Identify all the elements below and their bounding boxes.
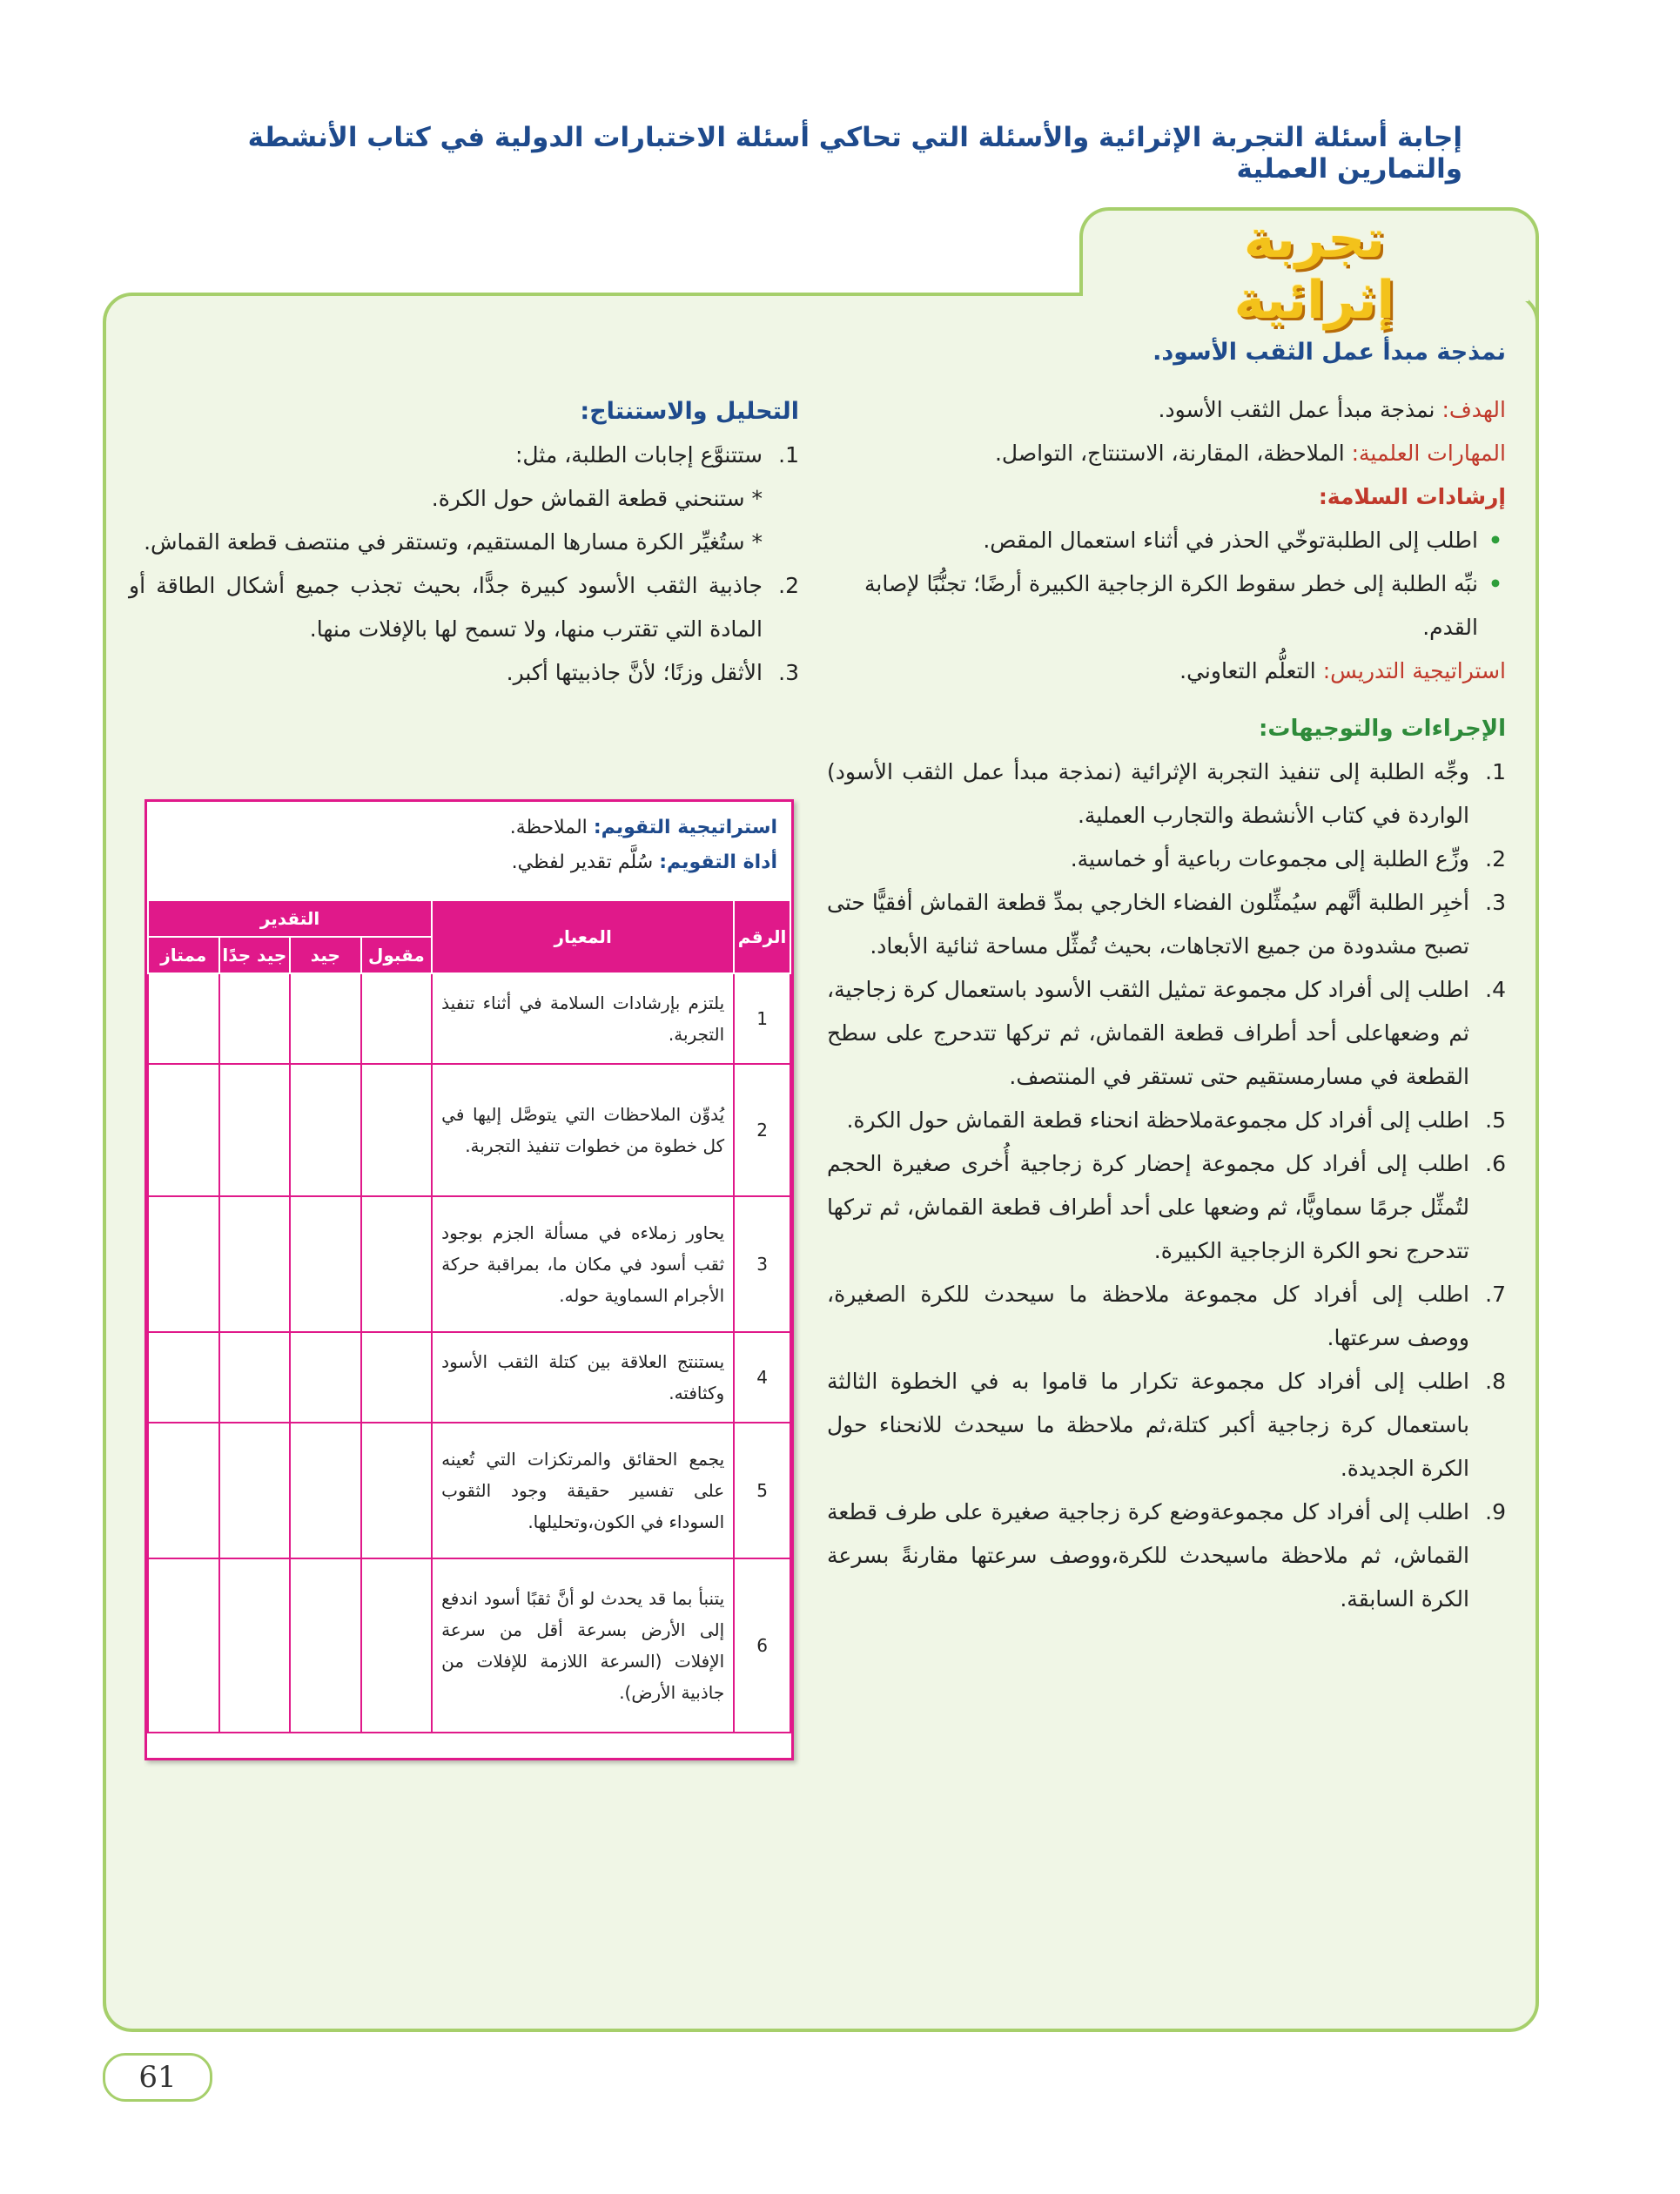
skills-label: المهارات العلمية: bbox=[1351, 441, 1506, 466]
evaluation-box bbox=[144, 799, 794, 1760]
procedure-item: 2. وزِّع الطلبة إلى مجموعات رباعية أو خماسية. bbox=[1070, 846, 1506, 872]
table-row: 5 يجمع الحقائق والمرتكزات التي تُعينه على تفسير حقيقة وجود الثقوب السوداء في الكون،وتحليلها. bbox=[148, 1423, 790, 1558]
experiment-column bbox=[827, 331, 1506, 1621]
strategy-text: التعلُّم التعاوني. bbox=[1179, 658, 1316, 683]
header-grade: جيد bbox=[290, 937, 361, 973]
analysis-item: * ستُغيِّر الكرة مسارها المستقيم، وتستقر في منتصف قطعة القماش. bbox=[144, 529, 763, 555]
analysis-item: 1. ستتنوَّع إجابات الطلبة، مثل: bbox=[514, 442, 799, 468]
procedure-item: 4. اطلب إلى أفراد كل مجموعة تمثيل الثقب الأسود باستعمال كرة زجاجية، ثم وضعهاعلى أحد أطراف قطعة القماش، ثم تركها تتدحرج على سطح القطعة في مسارمستقيم حتى تستقر في المنتصف. bbox=[827, 977, 1506, 1089]
bullet-icon: • bbox=[1488, 571, 1502, 596]
table-row: 6 يتنبأ بما قد يحدث لو أنَّ ثقبًا أسود اندفع إلى الأرض بسرعة أقل من سرعة الإفلات (السرعة اللازمة للإفلات من جاذبية الأرض). bbox=[148, 1558, 790, 1733]
table-row: 4 يستنتج العلاقة بين كتلة الثقب الأسود وكثافته. bbox=[148, 1332, 790, 1423]
eval-strategy-text: الملاحظة. bbox=[509, 817, 588, 838]
header-grade: جيد جدًا bbox=[219, 937, 291, 973]
eval-tool-text: سُلَّم تقدير لفظي. bbox=[511, 851, 654, 873]
procedure-item: 1. وجِّه الطلبة إلى تنفيذ التجربة الإثرائية (نمذجة مبدأ عمل الثقب الأسود) الواردة في كتاب الأنشطة والتجارب العملية. bbox=[827, 759, 1506, 828]
procedures-label: الإجراءات والتوجيهات: bbox=[1258, 716, 1506, 742]
safety-label: إرشادات السلامة: bbox=[1318, 484, 1506, 509]
analysis-column bbox=[129, 390, 799, 695]
header-num: الرقم bbox=[734, 900, 790, 973]
procedure-item: 9. اطلب إلى أفراد كل مجموعةوضع كرة زجاجية صغيرة على طرف قطعة القماش، ثم ملاحظة ماسيحدث للكرة،ووصف سرعتها مقارنةً بسرعة الكرة السابقة. bbox=[827, 1499, 1506, 1612]
goal-text: نمذجة مبدأ عمل الثقب الأسود. bbox=[1158, 397, 1435, 422]
panel-title: تجربة إثرائية bbox=[1233, 209, 1395, 331]
procedure-item: 3. أخبِر الطلبة أنَّهم سيُمثِّلون الفضاء الخارجي بمدِّ قطعة القماش أفقيًّا حتى تصبح مشدودة من جميع الاتجاهات، بحيث تُمثِّل مساحة ثنائية الأبعاد. bbox=[827, 890, 1506, 959]
table-row: 1 يلتزم بإرشادات السلامة في أثناء تنفيذ التجربة. bbox=[148, 973, 790, 1064]
analysis-title: التحليل والاستنتاج: bbox=[580, 398, 799, 425]
page-header: إجابة أسئلة التجربة الإثرائية والأسئلة التي تحاكي أسئلة الاختبارات الدولية في كتاب الأنشطة والتمارين العملية bbox=[247, 122, 1462, 185]
evaluation-header bbox=[147, 802, 791, 880]
eval-strategy-label: استراتيجية التقويم: bbox=[593, 817, 777, 838]
bullet-icon: • bbox=[1488, 528, 1502, 553]
eval-tool-label: أداة التقويم: bbox=[659, 851, 777, 873]
procedure-item: 6. اطلب إلى أفراد كل مجموعة إحضار كرة زجاجية أُخرى صغيرة الحجم لتُمثِّل جرمًا سماويًّا، ثم وضعها على أحد أطراف قطعة القماش، ثم تركها تتدحرج نحو الكرة الزجاجية الكبيرة. bbox=[827, 1151, 1506, 1263]
procedure-item: 5. اطلب إلى أفراد كل مجموعةملاحظة انحناء قطعة القماش حول الكرة. bbox=[846, 1107, 1506, 1133]
analysis-item: 2. جاذبية الثقب الأسود كبيرة جدًّا، بحيث تجذب جميع أشكال الطاقة أو المادة التي تقترب منها، ولا تسمح لها بالإفلات منها. bbox=[129, 573, 799, 642]
procedure-item: 7. اطلب إلى أفراد كل مجموعة ملاحظة ما سيحدث للكرة الصغيرة، ووصف سرعتها. bbox=[827, 1282, 1506, 1350]
goal-line bbox=[827, 388, 1506, 432]
header-grade: مقبول bbox=[361, 937, 433, 973]
page-number: 61 bbox=[103, 2053, 212, 2102]
header-grade: ممتاز bbox=[148, 937, 219, 973]
evaluation-table bbox=[147, 899, 791, 1733]
safety-item: • اطلب إلى الطلبةتوخّي الحذر في أثناء استعمال المقص. bbox=[827, 519, 1506, 562]
header-criterion: المعيار bbox=[432, 900, 734, 973]
table-row: 3 يحاور زملاءه في مسألة الجزم بوجود ثقب أسود في مكان ما، بمراقبة حركة الأجرام السماوية حوله. bbox=[148, 1196, 790, 1332]
skills-line bbox=[827, 432, 1506, 475]
strategy-line bbox=[827, 649, 1506, 693]
goal-label: الهدف: bbox=[1441, 397, 1506, 422]
safety-item: • نبِّه الطلبة إلى خطر سقوط الكرة الزجاجية الكبيرة أرضًا؛ تجنُّبًا لإصابة القدم. bbox=[827, 562, 1506, 649]
table-row: 2 يُدوِّن الملاحظات التي يتوصَّل إليها في كل خطوة من خطوات تنفيذ التجربة. bbox=[148, 1064, 790, 1196]
skills-text: الملاحظة، المقارنة، الاستنتاج، التواصل. bbox=[994, 441, 1345, 466]
analysis-item: 3. الأثقل وزنًا؛ لأنَّ جاذبيتها أكبر. bbox=[506, 660, 799, 685]
analysis-item: * ستنحني قطعة القماش حول الكرة. bbox=[431, 486, 763, 511]
experiment-title: نمذجة مبدأ عمل الثقب الأسود. bbox=[1152, 339, 1506, 366]
header-rating: التقدير bbox=[148, 900, 432, 937]
strategy-label: استراتيجية التدريس: bbox=[1322, 658, 1506, 683]
procedure-item: 8. اطلب إلى أفراد كل مجموعة تكرار ما قاموا به في الخطوة الثالثة باستعمال كرة زجاجية أكبر كتلة،ثم ملاحظة ما سيحدث للانحناء حول الكرة الجديدة. bbox=[827, 1369, 1506, 1481]
